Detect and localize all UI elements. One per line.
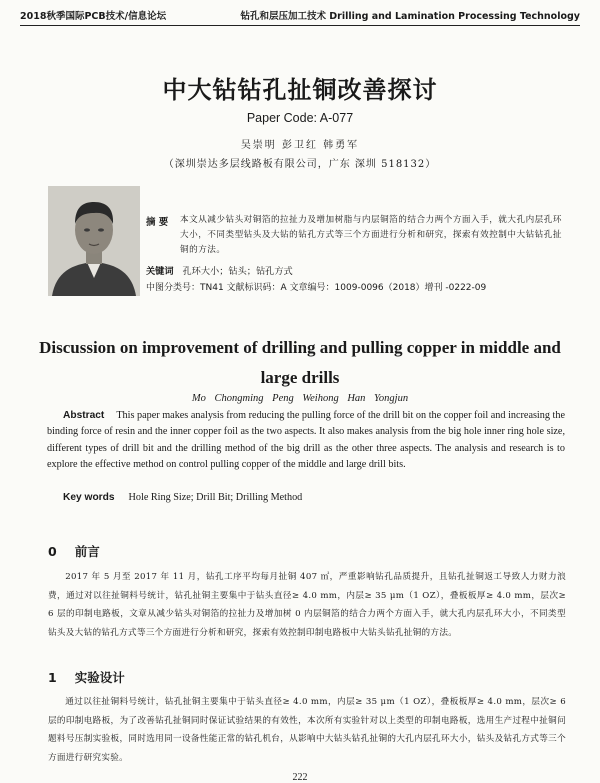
abstract-english <box>47 408 565 474</box>
section-title-1: 实验设计 <box>74 670 125 685</box>
paper-code: Paper Code: A-077 <box>246 111 354 125</box>
page-number: 222 <box>292 772 308 783</box>
title-chinese: 中大钻钻孔扯铜改善探讨 <box>162 76 438 104</box>
section-heading-0 <box>48 542 100 560</box>
author-photo <box>48 186 140 296</box>
abstract-text-english: This paper makes analysis from reducing the pulling force of the drill bit on the copper foil and increasing the binding force of resin and the inner copper foil as the two aspects. It also makes analysis from the big hole inner ring hole size, different types of drill bit and the drilling method of the big drill as the other three aspects. The analysis and research is to explore the effective method on control pulling copper of the middle and large drill bits. <box>47 410 565 471</box>
title-english: Discussion on improvement of drilling and pulling copper in middle and large drills <box>39 338 561 387</box>
keywords-label-english: Key words <box>63 492 115 503</box>
classification-line: 中图分类号：TN41 文献标识码：A 文章编号：1009-0096（2018）增刊 -0222-09 <box>146 283 487 293</box>
header-right: 钻孔和层压加工技术 Drilling and Lamination Processing Technology <box>240 11 580 22</box>
keywords-chinese <box>146 263 293 277</box>
header-left: 2018秋季国际PCB技术/信息论坛 <box>20 11 167 22</box>
paragraph-experiment: 通过以往扯铜料号统计，钻孔扯铜主要集中于钻头直径≥ 4.0 mm，内层≥ 35 μm（1 OZ），叠板板厚≥ 4.0 mm，层次≥ 6 层的印制电路板，为了改善钻孔扯铜同时保证试验结果的有效性，本次所有实验针对以上类型的印制电路板，选用生产过程中扯铜问题料号压制实验板，同时选用同一设备性能正常的钻孔机台，从影响中大钻头钻孔扯铜的大孔内层孔环大小，钻头及钻孔方式等三个方面进行研究实验。 <box>48 697 566 763</box>
section-title-0: 前言 <box>74 544 100 559</box>
running-header <box>20 8 580 24</box>
section-body-1 <box>48 693 566 767</box>
abstract-label-english: Abstract <box>63 410 105 421</box>
section-body-0 <box>48 568 566 642</box>
abstract-label-chinese: 摘 要 <box>146 217 169 228</box>
keywords-label-chinese: 关键词 <box>146 266 174 277</box>
paragraph-intro: 2017 年 5 月至 2017 年 11 月，钻孔工序平均每月扯铜 407 ㎡，严重影响钻孔品质提升，且钻孔扯铜返工导致人力财力浪费，通过对以往扯铜料号统计，钻孔扯铜主要集中于钻头直径≥ 4.0 mm，内层≥ 35 μm（1 OZ），叠板板厚≥ 4.0 mm，层次≥ 6 层的印制电路板，文章从减少钻头对铜箔的拉扯力及增加树 0 内层铜箔的结合力两个方面入手，就大孔内层孔环大小，不同类型钻头及大钻的钻孔方式等三个方面进行分析和研究，探索有效控制印制电路板中大钻头钻孔扯铜的方法。 <box>48 572 566 638</box>
affiliation-chinese: （深圳崇达多层线路板有限公司，广东 深圳 518132） <box>163 159 437 170</box>
section-number-1: 1 <box>48 670 57 685</box>
header-rule <box>20 25 580 26</box>
authors-chinese: 吴崇明 彭卫红 韩勇军 <box>240 140 360 151</box>
author-portrait-image <box>48 186 140 296</box>
keywords-text-chinese: 孔环大小；钻头；钻孔方式 <box>182 266 293 277</box>
keywords-english <box>63 492 302 503</box>
section-heading-1 <box>48 668 125 686</box>
keywords-text-english: Hole Ring Size; Drill Bit; Drilling Method <box>128 492 303 503</box>
abstract-text-chinese: 本文从减少钻头对铜箔的拉扯力及增加树脂与内层铜箔的结合力两个方面入手，就大孔内层孔环大小，不同类型钻头及大钻的钻孔方式等三个方面进行分析和研究，探索有效控制中大钻钻孔扯铜的方法。 <box>180 215 562 255</box>
authors-english: Mo Chongming Peng Weihong Han Yongjun <box>191 393 409 404</box>
section-number-0: 0 <box>48 544 57 559</box>
